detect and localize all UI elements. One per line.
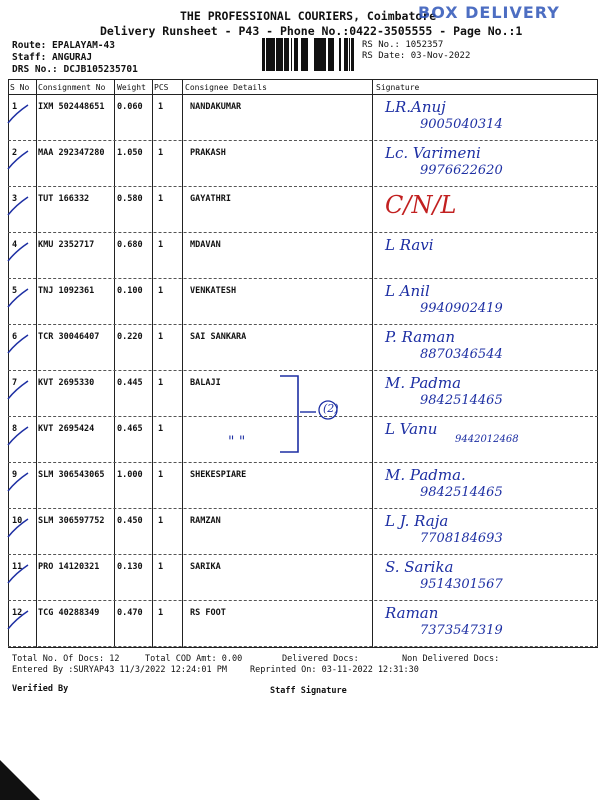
- row-signature: M. Padma.: [385, 466, 466, 484]
- row-phone: 7708184693: [420, 531, 503, 546]
- row-weight: 0.060: [117, 102, 143, 112]
- verified-by: Verified By: [12, 684, 69, 694]
- check-mark-icon: [6, 239, 36, 267]
- runsheet-subtitle: Delivery Runsheet - P43 - Phone No.:0422-3505555 - Page No.:1: [100, 24, 523, 38]
- table-top-rule: [8, 79, 598, 80]
- col-header-sno: S No: [10, 83, 30, 92]
- table-row: [0, 187, 600, 233]
- row-signature: L J. Raja: [385, 512, 449, 530]
- row-consignee: SAI SANKARA: [190, 332, 247, 342]
- check-mark-icon: [6, 607, 36, 635]
- box-delivery-stamp: BOX DELIVERY: [418, 3, 560, 22]
- row-sno: 3: [12, 194, 18, 204]
- row-signature: Raman: [385, 604, 439, 622]
- row-pcs: 1: [158, 240, 164, 250]
- row-consignment-no: TNJ 1092361: [38, 286, 95, 296]
- table-row: [0, 463, 600, 509]
- row-consignment-no: PRO 14120321: [38, 562, 100, 572]
- row-consignment-no: TUT 166332: [38, 194, 90, 204]
- bracket-note: (2): [323, 402, 339, 415]
- row-pcs: 1: [158, 332, 164, 342]
- check-mark-icon: [6, 423, 36, 451]
- row-consignee: MDAVAN: [190, 240, 221, 250]
- non-delivered-docs: Non Delivered Docs:: [402, 654, 500, 664]
- row-consignee: BALAJI: [190, 378, 221, 388]
- row-signature: C/N/L: [385, 191, 457, 219]
- row-consignee: VENKATESH: [190, 286, 237, 296]
- row-sno: 10: [12, 516, 23, 526]
- table-row: [0, 233, 600, 279]
- row-consignee: GAYATHRI: [190, 194, 231, 204]
- row-consignment-no: KVT 2695424: [38, 424, 95, 434]
- row-pcs: 1: [158, 608, 164, 618]
- row-pcs: 1: [158, 424, 164, 434]
- row-weight: 0.470: [117, 608, 143, 618]
- row-weight: 0.100: [117, 286, 143, 296]
- drs-label: DRS No.: DCJB105235701: [12, 64, 138, 75]
- table-row: [0, 509, 600, 555]
- row-pcs: 1: [158, 516, 164, 526]
- row-sno: 8: [12, 424, 18, 434]
- route-label: Route: EPALAYAM-43: [12, 40, 115, 51]
- row-consignee: SHEKESPIARE: [190, 470, 247, 480]
- row-pcs: 1: [158, 470, 164, 480]
- check-mark-icon: [6, 285, 36, 313]
- row-weight: 0.130: [117, 562, 143, 572]
- row-phone: 9442012468: [455, 434, 519, 445]
- table-bottom-rule: [8, 647, 598, 648]
- entered-by: Entered By :SURYAP43 11/3/2022 12:24:01 PM: [12, 665, 227, 675]
- group-bracket: [276, 372, 356, 458]
- row-sno: 5: [12, 286, 18, 296]
- col-header-consignee: Consignee Details: [185, 83, 267, 92]
- row-signature: L Ravi: [385, 236, 434, 254]
- row-phone: 9842514465: [420, 485, 503, 500]
- row-weight: 0.450: [117, 516, 143, 526]
- check-mark-icon: [6, 101, 36, 129]
- row-signature: Lc. Varimeni: [385, 144, 481, 162]
- scan-shadow: [0, 760, 40, 800]
- row-pcs: 1: [158, 102, 164, 112]
- row-sno: 11: [12, 562, 23, 572]
- row-consignment-no: TCG 40288349: [38, 608, 100, 618]
- row-consignee: RS FOOT: [190, 608, 226, 618]
- total-cod: Total COD Amt: 0.00: [145, 654, 243, 664]
- total-docs: Total No. Of Docs: 12: [12, 654, 120, 664]
- row-sno: 2: [12, 148, 18, 158]
- row-consignment-no: SLM 306597752: [38, 516, 105, 526]
- row-consignment-no: KMU 2352717: [38, 240, 95, 250]
- row-phone: 9976622620: [420, 163, 503, 178]
- row-sno: 6: [12, 332, 18, 342]
- row-pcs: 1: [158, 148, 164, 158]
- row-weight: 0.580: [117, 194, 143, 204]
- check-mark-icon: [6, 147, 36, 175]
- table-row: [0, 95, 600, 141]
- delivered-docs: Delivered Docs:: [282, 654, 359, 664]
- check-mark-icon: [6, 469, 36, 497]
- rs-number: RS No.: 1052357: [362, 40, 444, 50]
- row-signature: LR.Anuj: [385, 98, 446, 116]
- row-sno: 9: [12, 470, 18, 480]
- row-pcs: 1: [158, 286, 164, 296]
- row-phone: 9005040314: [420, 117, 503, 132]
- row-consignee: NANDAKUMAR: [190, 102, 242, 112]
- table-row: [0, 325, 600, 371]
- row-phone: 9940902419: [420, 301, 503, 316]
- row-consignment-no: KVT 2695330: [38, 378, 95, 388]
- check-mark-icon: [6, 561, 36, 589]
- barcode-image: [262, 38, 354, 71]
- row-sno: 7: [12, 378, 18, 388]
- row-consignment-no: MAA 292347280: [38, 148, 105, 158]
- ditto-mark: " ": [228, 434, 246, 450]
- check-mark-icon: [6, 331, 36, 359]
- staff-label: Staff: ANGURAJ: [12, 52, 93, 63]
- row-phone: 8870346544: [420, 347, 503, 362]
- row-phone: 9514301567: [420, 577, 503, 592]
- row-signature: M. Padma: [385, 374, 462, 392]
- col-header-weight: Weight: [117, 83, 146, 92]
- reprinted-on: Reprinted On: 03-11-2022 12:31:30: [250, 665, 419, 675]
- col-header-signature: Signature: [376, 83, 420, 92]
- check-mark-icon: [6, 515, 36, 543]
- table-row: [0, 141, 600, 187]
- row-signature: P. Raman: [385, 328, 455, 346]
- row-separator: [8, 646, 598, 647]
- company-title: THE PROFESSIONAL COURIERS, Coimbatore: [180, 9, 437, 23]
- check-mark-icon: [6, 193, 36, 221]
- table-row: [0, 555, 600, 601]
- col-header-pcs: PCS: [154, 83, 169, 92]
- table-row: [0, 601, 600, 647]
- row-signature: L Anil: [385, 282, 430, 300]
- check-mark-icon: [6, 377, 36, 405]
- row-weight: 1.000: [117, 470, 143, 480]
- row-pcs: 1: [158, 194, 164, 204]
- row-phone: 7373547319: [420, 623, 503, 638]
- row-consignee: SARIKA: [190, 562, 221, 572]
- row-consignment-no: IXM 502448651: [38, 102, 105, 112]
- rs-date: RS Date: 03-Nov-2022: [362, 51, 471, 61]
- row-weight: 0.680: [117, 240, 143, 250]
- col-header-consignment: Consignment No: [38, 83, 106, 92]
- row-consignee: PRAKASH: [190, 148, 226, 158]
- row-weight: 1.050: [117, 148, 143, 158]
- row-sno: 4: [12, 240, 18, 250]
- row-phone: 9842514465: [420, 393, 503, 408]
- row-sno: 12: [12, 608, 23, 618]
- row-signature: L Vanu: [385, 420, 438, 438]
- row-weight: 0.465: [117, 424, 143, 434]
- row-consignment-no: TCR 30046407: [38, 332, 100, 342]
- row-consignee: RAMZAN: [190, 516, 221, 526]
- staff-signature-label: Staff Signature: [270, 686, 347, 696]
- row-sno: 1: [12, 102, 18, 112]
- row-weight: 0.445: [117, 378, 143, 388]
- row-weight: 0.220: [117, 332, 143, 342]
- row-pcs: 1: [158, 562, 164, 572]
- table-row: [0, 279, 600, 325]
- row-signature: S. Sarika: [385, 558, 454, 576]
- row-consignment-no: SLM 306543065: [38, 470, 105, 480]
- row-pcs: 1: [158, 378, 164, 388]
